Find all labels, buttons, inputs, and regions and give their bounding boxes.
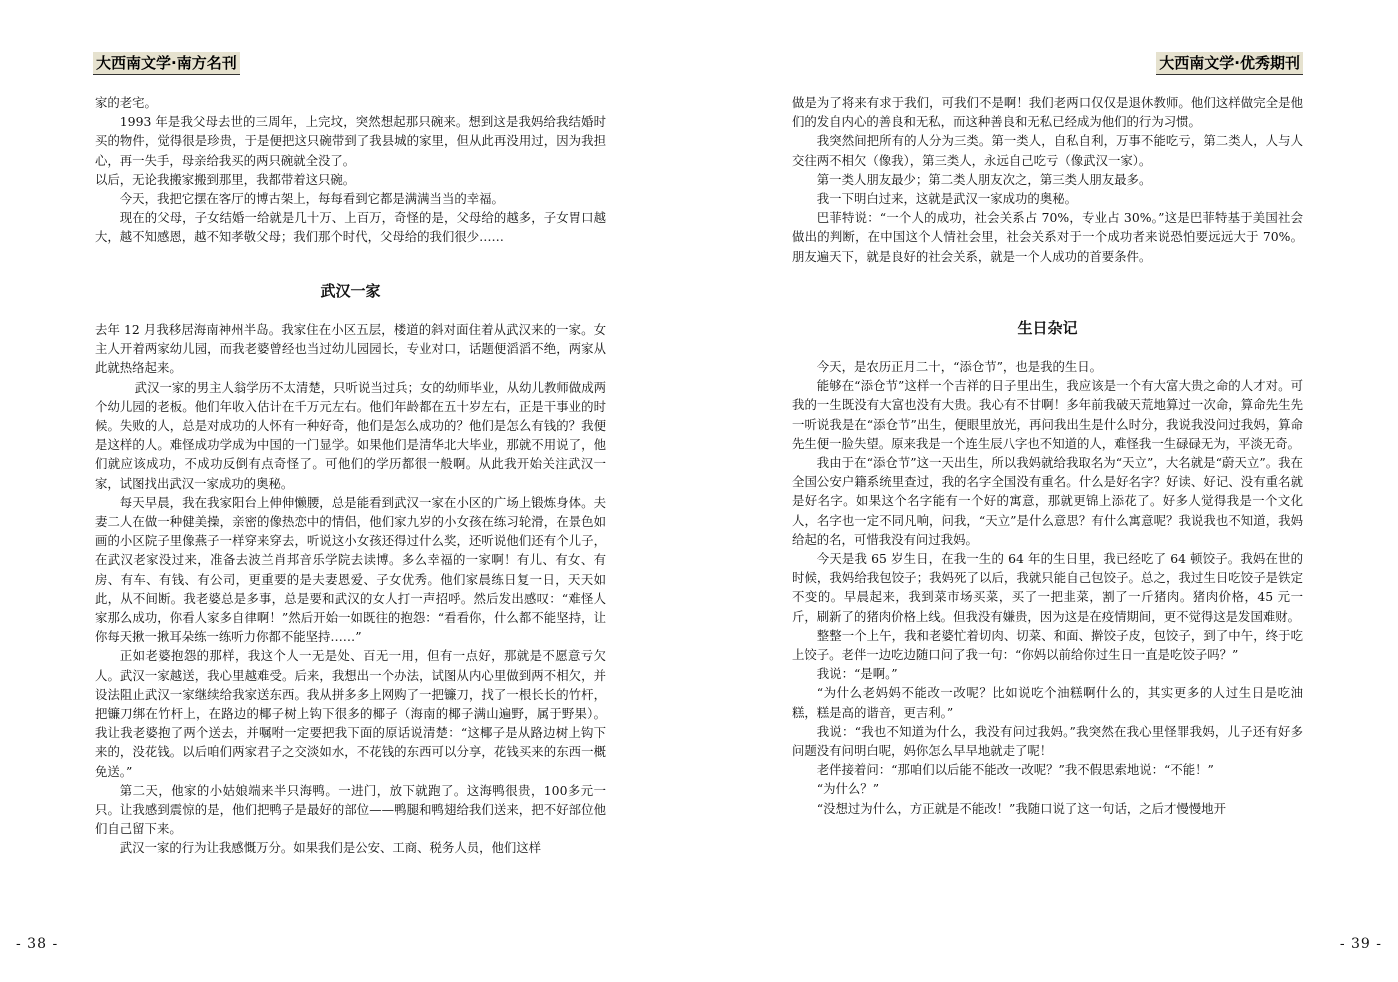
paragraph: 1993 年是我父母去世的三周年，上完坟，突然想起那只碗来。想到这是我妈给我结婚时买的物件，觉得很是珍贵，于是便把这只碗带到了我县城的家里，但从此再没用过，因为我担心，再一失手，母亲给我买的两只碗就全没了。: [95, 114, 606, 168]
right-page-top-text: [792, 93, 1303, 266]
paragraph: 正如老婆抱怨的那样，我这个人一无是处、百无一用，但有一点好，那就是不愿意亏欠人。武汉一家越送，我心里越难受。后来，我想出一个办法，试图从内心里做到两不相欠，并设法阻止武汉一家继续给我家送东西。我从拼多多上网购了一把镰刀，找了一根长长的竹杆，把镰刀绑在竹杆上，在路边的椰子树上钩下很多的椰子（海南的椰子满山遍野，属于野果）。我让我老婆抱了两个送去，并嘱咐一定要把我下面的原话说清楚：“这椰子是从路边树上钩下来的，没花钱。以后咱们两家君子之交淡如水，不花钱的东西可以分享，花钱买来的东西一概免送。”: [95, 648, 606, 779]
section-title-birthday: 生日杂记: [1017, 319, 1078, 337]
paragraph: “没想过为什么，方正就是不能改！”我随口说了这一句话，之后才慢慢地开: [816, 800, 1226, 816]
paragraph: 现在的父母，子女结婚一给就是几十万、上百万，奇怪的是，父母给的越多，子女胃口越大，越不知感恩，越不知孝敬父母；我们那个时代，父母给的我们很少……: [95, 210, 606, 245]
paragraph: 我说：“我也不知道为什么，我没有问过我妈。”我突然在我心里怪罪我妈，儿子还有好多问题没有问明白呢，妈你怎么早早地就走了呢！: [792, 723, 1303, 759]
paragraph: 武汉一家的男主人翁学历不太清楚，只听说当过兵；女的幼师毕业，从幼儿教师做成两个幼儿园的老板。他们年收入估计在千万元左右。他们年龄都在五十岁左右，正是干事业的时候。失败的人，总是对成功的人怀有一种好奇，他们是怎么成功的？他们是怎么有钱的？我便是这样的人。难怪成功学成为中国的一门显学。如果他们是清华北大毕业，那就不用说了，他们就应该成功，不成功反倒有点奇怪了。可他们的学历都很一般啊。从此我开始关注武汉一家，试图找出武汉一家成功的奥秘。: [95, 379, 606, 491]
right-page: [699, 0, 1398, 982]
left-page-top-text: [95, 93, 606, 247]
right-page-article-text: [792, 357, 1303, 818]
paragraph: 我由于在“添仓节”这一天出生，所以我妈就给我取名为“天立”，大名就是“蔚天立”。我在全国公安户籍系统里查过，我的名字全国没有重名。什么是好名字？好读、好记、没有重名就是好名字。如果这个名字能有一个好的寓意，那就更锦上添花了。好多人觉得我是一个文化人，名字也一定不同凡响，问我，“天立”是什么意思？有什么寓意呢？我说我也不知道，我妈给起的名，可惜我没有问过我妈。: [792, 455, 1303, 547]
paragraph: 家的老宅。: [95, 95, 157, 110]
paragraph: 今天，我把它摆在客厅的博古架上，每每看到它都是满满当当的幸福。: [119, 191, 504, 207]
paragraph: 以后，无论我搬家搬到那里，我都带着这只碗。: [95, 171, 356, 187]
paragraph: “为什么？”: [816, 781, 880, 797]
page-number-right: - 39 -: [1339, 936, 1382, 952]
paragraph: 能够在“添仓节”这样一个吉祥的日子里出生，我应该是一个有大富大贵之命的人才对。可我的一生既没有大富也没有大贵。我心有不甘啊！多年前我破天荒地算过一次命，算命先生先一听说我是在“添仓节”出生，便眼里放光，再问我出生是什么时分，我说我没问过我妈，算命先生便一脸失望。原来我是一个连生辰八字也不知道的人，难怪我一生碌碌无为，平淡无奇。: [792, 378, 1303, 451]
paragraph: 巴菲特说：“一个人的成功，社会关系占 70%，专业占 30%。”这是巴菲特基于美国社会做出的判断，在中国这个人情社会里，社会关系对于一个成功者来说恐怕要远远大于 70%。朋友遍天下，就是良好的社会关系，就是一个人成功的首要条件。: [792, 210, 1303, 264]
paragraph: 今天，是农历正月二十，“添仓节”，也是我的生日。: [816, 359, 1103, 374]
page-number-left: - 38 -: [16, 936, 59, 952]
paragraph: 第二天，他家的小姑娘端来半只海鸭。一进门，放下就跑了。这海鸭很贵，100多元一只。让我感到震惊的是，他们把鸭子是最好的部位——鸭腿和鸭翅给我们送来，把不好部位他们自己留下来。: [95, 782, 606, 837]
paragraph: 武汉一家的行为让我感慨万分。如果我们是公安、工商、税务人员，他们这样: [119, 840, 542, 856]
paragraph: 我一下明白过来，这就是武汉一家成功的奥秘。: [816, 191, 1077, 207]
paragraph: 第一类人朋友最少；第二类人朋友次之，第三类人朋友最多。: [816, 171, 1152, 187]
paragraph: 整整一个上午，我和老婆忙着切肉、切菜、和面、擀饺子皮，包饺子，到了中午，终于吃上饺子。老伴一边吃边随口问了我一句：“你妈以前给你过生日一直是吃饺子吗？”: [792, 627, 1303, 663]
paragraph: 去年 12 月我移居海南神州半岛。我家住在小区五层，楼道的斜对面住着从武汉来的一家。女主人开着两家幼儿园，而我老婆曾经也当过幼儿园园长，专业对口，话题便滔滔不绝，两家从此就热络起来。: [95, 322, 606, 376]
right-page-header: 大西南文学·优秀期刊: [1156, 52, 1303, 75]
paragraph: 每天早晨，我在我家阳台上伸伸懒腰，总是能看到武汉一家在小区的广场上锻炼身体。夫妻二人在做一种健美操，亲密的像热恋中的情侣，他们家九岁的小女孩在练习轮滑，在景色如画的小区院子里像燕子一样穿来穿去，听说这小女孩还得过什么奖，还听说他们还有个儿子，在武汉老家没过来，准备去波兰肖邦音乐学院去读博。多么幸福的一家啊！有儿、有女、有房、有车、有钱、有公司，更重要的是夫妻恩爱、子女优秀。他们家晨练日复一日，天天如此，从不间断。我老婆总是多事，总是要和武汉的女人打一声招呼。然后发出感叹：“难怪人家那么成功，你看人家多自律啊！”然后开始一如既往的抱怨：“看看你，什么都不能坚持，让你每天揪一揪耳朵练一练听力你都不能坚持……”: [95, 494, 606, 645]
paragraph: 今天是我 65 岁生日，在我一生的 64 年的生日里，我已经吃了 64 顿饺子。我妈在世的时候，我妈给我包饺子；我妈死了以后，我就只能自己包饺子。总之，我过生日吃饺子是铁定不变的。早晨起来，我到菜市场买菜，买了一把韭菜，割了一斤猪肉。猪肉价格，45 元一斤，刷新了的猪肉价格上线。但我没有嫌贵，因为这是在疫情期间，更不觉得这是发国难财。: [792, 551, 1303, 624]
paragraph: 我说：“是啊。”: [816, 666, 898, 682]
paragraph: 老伴接着问：“那咱们以后能不能改一改呢？”我不假思索地说：“不能！”: [816, 762, 1214, 778]
left-page-article-text: [95, 320, 606, 858]
paragraph: “为什么老妈妈不能改一改呢？比如说吃个油糕啊什么的，其实更多的人过生日是吃油糕，糕是高的谐音，更吉利。”: [792, 685, 1303, 720]
paragraph: 做是为了将来有求于我们，可我们不是啊！我们老两口仅仅是退休教师。他们这样做完全是他们的发自内心的善良和无私，而这种善良和无私已经成为他们的行为习惯。: [792, 95, 1303, 130]
left-page-header: 大西南文学·南方名刊: [93, 52, 240, 75]
section-title-wuhan: 武汉一家: [320, 282, 381, 300]
paragraph: 我突然间把所有的人分为三类。第一类人，自私自利，万事不能吃亏，第二类人，人与人交往两不相欠（像我），第三类人，永远自己吃亏（像武汉一家）。: [792, 133, 1303, 168]
